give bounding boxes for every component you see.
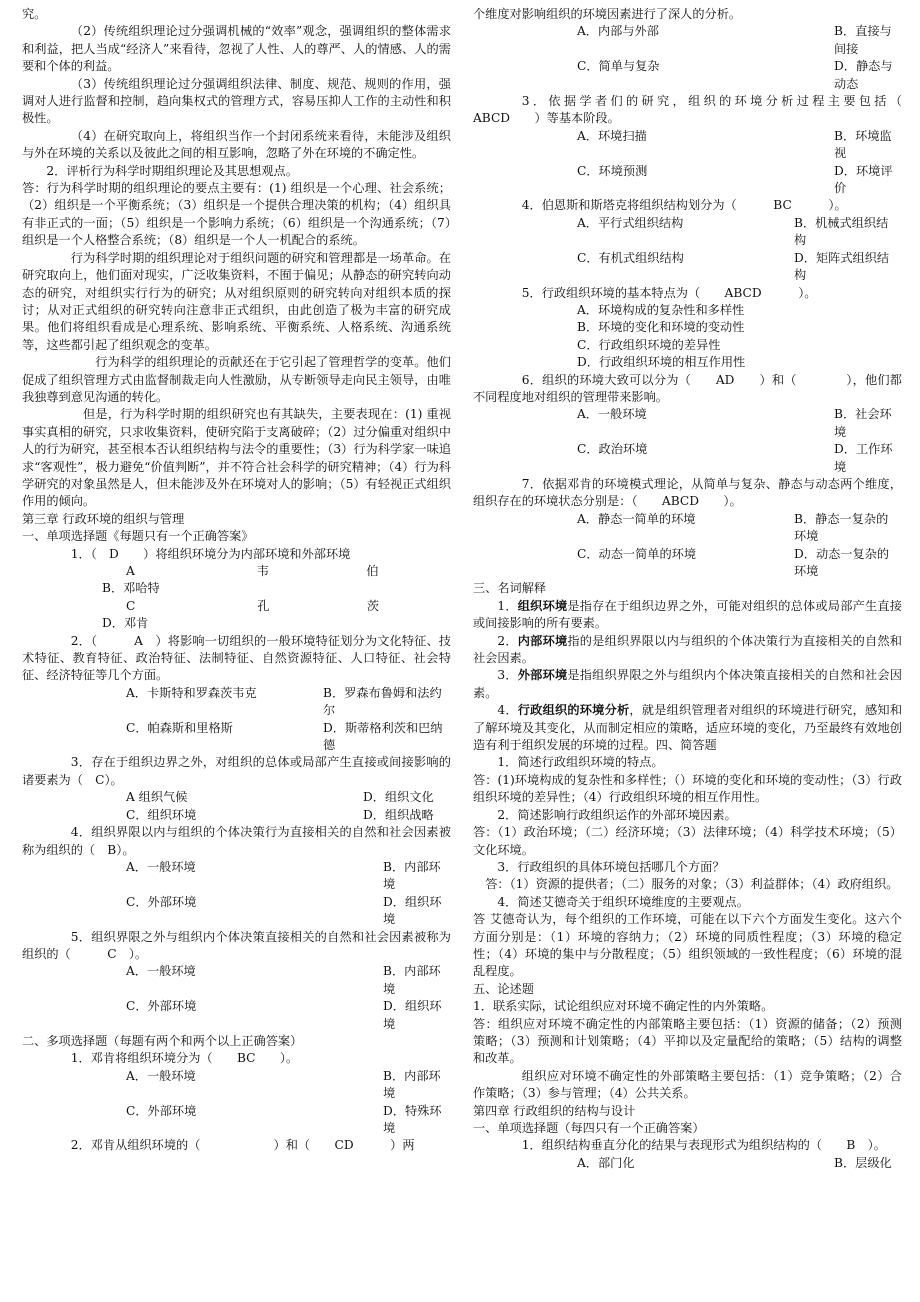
answer-paragraph: 答 艾德奇认为，每个组织的工作环境，可能在以下六个方面发生变化。这六个方面分别是：（1）环境的容纳力；（2）环境的同质性程度；（3）环境的稳定性；（4）环境的集中与分散程度；（5）组织领域的一致性程度；（6）环境的混乱程度。: [473, 912, 902, 979]
option: B．环境监视: [834, 128, 892, 161]
option: D．矩阵式组织结构: [794, 250, 890, 283]
option: A．环境构成的复杂性和多样性: [577, 302, 745, 317]
question: 3．依据学者们的研究，组织的环境分析过程主要包括（ ABCD ）等基本阶段。: [473, 94, 902, 126]
option: A．平行式组织结构: [577, 215, 684, 230]
section-heading: 五、论述题: [473, 981, 534, 996]
paragraph: （4）在研究取向上，将组织当作一个封闭系统来看待，未能涉及组织与外在环境的关系以及彼此之间的相互影响，忽略了外在环境的不确定性。: [22, 128, 451, 161]
option-row: [22, 685, 451, 720]
option: D．动态一复杂的环境: [794, 546, 890, 578]
option-row: [22, 998, 451, 1033]
term-definition: 2．内部环境指的是组织界限以内与组织的个体决策行为直接相关的自然和社会因素。: [473, 633, 902, 666]
question: 6．组织的环境大致可以分为（ AD ）和（ ），他们都不同程度地对组织的管理带来影响。: [473, 372, 902, 404]
option: B．内部环境: [383, 964, 441, 996]
question: 1．联系实际，试论组织应对环境不确定性的内外策略。: [473, 999, 774, 1014]
paragraph: 个维度对影响组织的环境因素进行了深人的分析。: [473, 7, 742, 21]
option: D．斯蒂格利茨和巴纳德: [323, 720, 443, 753]
answer-paragraph: 答：行为科学时期的组织理论的要点主要有：(1) 组织是一个心理、社会系统；（2）组织是一个平衡系统；（3）组织是一个提供合理决策的机构；（4）组织具有非正式的一面；（5）组织是一个影响力系统；（6）组织是一个沟通系统；（7）组织是一个人格整合系统；（8）组织是一个人一机配合的系统。: [22, 181, 451, 248]
chapter-title: 第四章 行政组织的结构与设计: [473, 1103, 636, 1118]
paragraph: 行为科学的组织理论的贡献还在于它引起了管理哲学的变革。他们促成了组织管理方式由监督制裁走向人性激励，从专断领导走向民主领导，由唯我独尊到意见沟通的转化。: [22, 355, 451, 404]
question: 1．组织结构垂直分化的结果与表现形式为组织结构的（ B ）。: [521, 1138, 886, 1153]
option: A．环境扫描: [577, 128, 647, 143]
answer-paragraph: 答：(1)环境构成的复杂性和多样性；（）环境的变化和环境的变动性；（3）行政组织环境的差异性；（4）行政组织环境的相互作用性。: [473, 772, 902, 805]
option: D．环境评价: [834, 163, 893, 196]
option: B．直接与间接: [834, 24, 892, 56]
question: 5．行政组织环境的基本特点为（ ABCD ）。: [521, 285, 817, 300]
definition: 是指组织界限之外与组织内个体决策直接相关的自然和社会因素。: [473, 668, 902, 700]
definition: ，就是组织管理者对组织的环境进行研究，感知和了解环境及其变化，从而制定相应的策略，适应环境的变化，乃至最终有效地创造有利于组织发展的环境的过程。四、简答题: [473, 703, 902, 753]
question: 2．（ A ）将影响一切组织的一般环境特征划分为文化特征、技术特征、教育特征、政治特征、法制特征、自然资源特征、人口特征、社会特征、经济特征等几个方面。: [22, 633, 451, 683]
question: 5．组织界限之外与组织内个体决策直接相关的自然和社会因素被称为组织的（ C ）。: [22, 929, 451, 961]
option: A．一般环境: [126, 1068, 196, 1083]
section-heading: 三、名词解释: [473, 581, 547, 596]
option: C．帕森斯和里格斯: [126, 720, 233, 735]
option-row: [473, 441, 902, 476]
option: B．罗森布鲁姆和法约尔: [323, 685, 442, 718]
section-heading: 一、单项选择题《每题只有一个正确答案》: [22, 529, 254, 544]
question: 4．组织界限以内与组织的个体决策行为直接相关的自然和社会因素被称为组织的（ B）。: [22, 825, 451, 857]
term-definition: 1．组织环境是指存在于组织边界之外，可能对组织的总体或局部产生直接或间接影响的所有要素。: [473, 598, 902, 631]
option: C．简单与复杂: [577, 59, 660, 74]
option: C．政治环境: [577, 442, 648, 457]
question: 1．邓肯将组织环境分为（ BC ）。: [70, 1051, 299, 1066]
option-row: [473, 511, 902, 546]
option: D．工作环境: [834, 442, 893, 474]
question: 3．存在于组织边界之外，对组织的总体或局部产生直接或间接影响的诸要素为（ C）。: [22, 755, 451, 787]
option: B．内部环境: [383, 1068, 441, 1101]
section-heading: 一、单项选择题（每四只有一个正确答案）: [473, 1121, 705, 1135]
option: C．组织环境: [126, 807, 197, 822]
option: D．静态与动态: [834, 59, 893, 91]
option: D．组织文化: [363, 790, 434, 805]
definition: 指的是组织界限以内与组织的个体决策行为直接相关的自然和社会因素。: [473, 633, 902, 666]
option: B．层级化: [834, 1155, 892, 1170]
option: B．机械式组织结构: [794, 215, 889, 248]
option-row: [22, 1103, 451, 1138]
option: C．外部环境: [126, 999, 197, 1014]
question: 1．（ D ）将组织环境分为内部环境和外部环境: [70, 546, 351, 561]
paragraph: 行为科学时期的组织理论对于组织问题的研究和管理都是一场革命。在研究取向上，他们面对现实，广泛收集资料，不囿于偏见；从静态的研究转向动态的研究，对组织实行行为的研究；从对组织原则的研究转向对组织本质的探讨；从对正式组织的研究转向注意非正式组织，由此创造了极为丰富的研究成果。他们将组织看成是心理系统、影响系统、平衡系统、人格系统、沟通系统等，这些都引起了组织观念的变革。: [22, 250, 451, 352]
term-definition: 4．行政组织的环境分析，就是组织管理者对组织的环境进行研究，感知和了解环境及其变化，从而制定相应的策略，适应环境的变化，乃至最终有效地创造有利于组织发展的环境的过程。四、简答题: [473, 703, 902, 753]
option: C．动态一简单的环境: [577, 546, 697, 561]
option: C．有机式组织结构: [577, 250, 684, 265]
question: 4．简述艾德奇关于组织环境维度的主要观点。: [497, 894, 749, 909]
option: C 孔 茨: [126, 598, 380, 613]
question: 3．行政组织的具体环境包括哪几个方面？: [497, 859, 725, 874]
option: B．邓哈特: [102, 581, 160, 596]
paragraph: （3）传统组织理论过分强调组织法律、制度、规范、规则的作用，强调对人进行监督和控制，趋向集权式的管理方式，容易压抑人工作的主动性和积极性。: [22, 76, 451, 126]
option-row: [473, 406, 902, 441]
paragraph: （2）传统组织理论过分强调机械的“效率”观念，强调组织的整体需求和利益，把人当成“经济人”来看待，忽视了人性、人的尊严、人的情感、人的需要和个体的利益。: [22, 24, 451, 74]
option: A．一般环境: [577, 407, 647, 422]
paragraph: 究。: [22, 7, 47, 21]
option: B．静态一复杂的环境: [794, 511, 889, 544]
option-row: [22, 807, 451, 824]
option-row: [473, 1155, 902, 1172]
option: A．一般环境: [126, 859, 196, 874]
option: C．行政组织环境的差异性: [577, 337, 721, 352]
option-row: [473, 58, 902, 93]
option-row: [22, 894, 451, 929]
paragraph: 组织应对环境不确定性的外部策略主要包括：（1）竞争策略；（2）合作策略；（3）参与管理；（4）公共关系。: [473, 1068, 902, 1101]
option: D．行政组织环境的相互作用性: [577, 355, 746, 370]
question: 7．依据邓肯的环境模式理论，从简单与复杂、静态与动态两个维度，组织存在的环境状态分别是：（ ABCD ）。: [473, 476, 902, 509]
question: 2．简述影响行政组织运作的外部环境因素。: [497, 807, 737, 822]
option-row: [22, 789, 451, 806]
option: A 韦 伯: [126, 564, 379, 578]
left-column: [22, 6, 451, 1172]
option: D．组织战略: [363, 807, 434, 822]
option-row: [473, 128, 902, 163]
answer-paragraph: 答：（1）资源的提供者；（二）服务的对象；（3）利益群体；（4）政府组织。: [485, 877, 899, 892]
term: 行政组织的环境分析: [517, 703, 630, 718]
option: A．静态一简单的环境: [577, 511, 696, 526]
question: 4．伯恩斯和斯塔克将组织结构划分为（ BC ）。: [521, 198, 847, 213]
option-row: [473, 546, 902, 581]
option: C．外部环境: [126, 1103, 197, 1118]
right-column: [473, 6, 902, 1172]
option: B．社会环境: [834, 407, 892, 439]
definition: 是指存在于组织边界之外，可能对组织的总体或局部产生直接或间接影响的所有要素。: [473, 598, 902, 631]
term: 外部环境: [517, 668, 568, 683]
option: A．内部与外部: [577, 24, 659, 39]
option-row: [22, 720, 451, 755]
term-definition: 3．外部环境是指组织界限之外与组织内个体决策直接相关的自然和社会因素。: [473, 668, 902, 700]
option: B．环境的变化和环境的变动性: [577, 320, 745, 335]
question: 1．简述行政组织环境的特点。: [497, 755, 664, 770]
option: C．外部环境: [126, 894, 197, 909]
option-row: [473, 23, 902, 58]
section-heading: 二、多项选择题（每题有两个和两个以上正确答案）: [22, 1033, 303, 1048]
option: B．内部环境: [383, 859, 441, 892]
option-row: [473, 215, 902, 250]
question-heading: 2．评析行为科学时期组织理论及其思想观点。: [46, 163, 298, 178]
option: D．组织环境: [383, 894, 442, 927]
question: 2．邓肯从组织环境的（ ）和（ CD ）两: [70, 1138, 415, 1153]
option: A．卡斯特和罗森茨韦克: [126, 685, 257, 700]
option-row: [22, 859, 451, 894]
term: 组织环境: [517, 598, 568, 613]
option-row: [22, 1068, 451, 1103]
paragraph: 但是，行为科学时期的组织研究也有其缺失，主要表现在：(1) 重视事实真相的研究，只求收集资料，使研究陷于支离破碎；（2）过分偏重对组织中人的行为研究，甚至根本否认组织结构与法令的重要性；（3）行为科学家一味追求“客观性”，极力避免“价值判断”，并不符合社会科学的研究精神；（4）行为科学研究的对象虽然是人，但未能涉及外在环境对人的影响；（5）有轻视正式组织作用的倾向。: [22, 407, 451, 509]
option-row: [22, 963, 451, 998]
option: C．环境预测: [577, 163, 648, 178]
chapter-title: 第三章 行政环境的组织与管理: [22, 511, 185, 526]
option: D．组织环境: [383, 999, 442, 1031]
answer-paragraph: 答：组织应对环境不确定性的内部策略主要包括：（1）资源的储备；（2）预测策略；（3）预测和计划策略；（4）平抑以及定量配给的策略；（5）结构的调整和改革。: [473, 1016, 902, 1066]
answer-paragraph: 答：（1）政治环境；（二）经济环境；（3）法律环境；（4）科学技术环境；（5）文化环境。: [473, 825, 902, 857]
option: A 组织气候: [126, 790, 188, 805]
option-row: [473, 163, 902, 198]
option: A．一般环境: [126, 964, 196, 979]
option: D．邓肯: [102, 616, 149, 631]
term: 内部环境: [517, 633, 568, 648]
option: D．特殊环境: [383, 1103, 442, 1135]
option: A．部门化: [577, 1155, 635, 1170]
option-row: [473, 250, 902, 285]
